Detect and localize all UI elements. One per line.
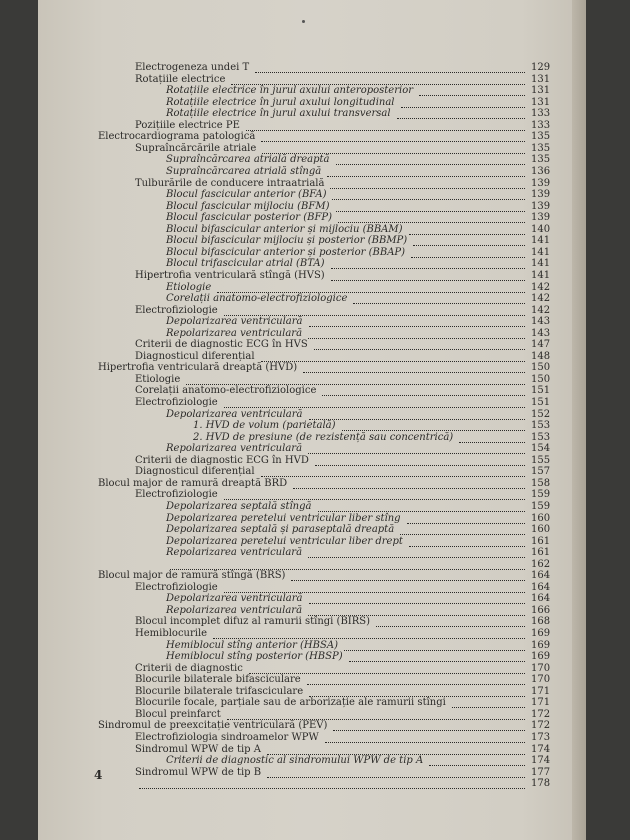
leader-dots — [293, 486, 525, 489]
toc-entry-title: Electrocardiograma patologică — [98, 131, 256, 143]
toc-entry — [38, 108, 586, 120]
toc-page-number: 135 — [531, 142, 551, 154]
toc-entry — [38, 282, 586, 294]
leader-dots — [318, 509, 526, 512]
toc-entry-title: Sindromul WPW de tip B — [135, 766, 262, 778]
toc-entry — [38, 582, 586, 594]
toc-entry-title: Blocul fascicular anterior (BFA) — [166, 189, 327, 201]
toc-entry-title: Tulburările de conducere intraatrială — [135, 177, 325, 189]
toc-entry-title: Depolarizarea ventriculară — [166, 316, 303, 328]
toc-entry-title: Sindromul WPW de tip A — [135, 743, 261, 755]
toc-page-number: 170 — [531, 662, 551, 674]
toc-entry — [38, 409, 586, 421]
toc-page-number: 142 — [531, 304, 551, 316]
toc-page-number: 173 — [531, 731, 551, 743]
toc-entry — [38, 397, 586, 409]
toc-entry — [38, 536, 586, 548]
toc-entry-title: Repolarizarea ventriculară — [166, 604, 303, 616]
toc-entry — [38, 755, 586, 767]
toc-page-number: 131 — [531, 73, 551, 85]
leader-dots — [309, 324, 525, 327]
leader-dots — [314, 347, 525, 350]
toc-entry-title: Supraîncărcarea atrială stîngă — [166, 165, 322, 177]
toc-page-number: 129 — [531, 62, 551, 73]
toc-entry — [38, 605, 586, 617]
toc-page-number: 153 — [531, 420, 551, 432]
toc-entry — [38, 120, 586, 132]
toc-entry-title: Hipertrofia ventriculară dreaptă (HVD) — [98, 362, 298, 374]
toc-entry — [38, 663, 586, 675]
toc-entry-title: Depolarizarea ventriculară — [166, 408, 303, 420]
toc-entry-title: Etiologie — [166, 281, 212, 293]
toc-page-number: 135 — [531, 154, 551, 166]
toc-entry-title: Repolarizarea ventriculară — [166, 327, 303, 339]
toc-entry-title: Repolarizarea ventriculară — [166, 547, 303, 559]
toc-entry-title: Blocul incomplet difuz al ramurii stîngi (BIRS) — [135, 616, 371, 628]
toc-entry-title: Depolarizarea peretelui ventricular liber drept — [166, 535, 403, 547]
toc-entry-title: Hemiblocurile — [135, 628, 208, 639]
toc-page-number: 142 — [531, 293, 551, 304]
toc-entry-title: Blocurile bilaterale trifasciculare — [135, 685, 304, 697]
toc-page-number: 160 — [531, 512, 551, 524]
toc-page-number: 133 — [531, 108, 551, 120]
toc-page-number: 148 — [531, 350, 551, 362]
toc-page-number: 154 — [531, 443, 551, 455]
toc-entry — [38, 593, 586, 605]
toc-page-number: 161 — [531, 535, 551, 547]
toc-page-number: 141 — [531, 235, 551, 247]
toc-page-number: 158 — [531, 477, 551, 489]
toc-entry-title: Blocurile focale, parțiale sau de arborizație ale ramurii stîngi — [135, 697, 446, 709]
ink-speck — [302, 20, 305, 23]
toc-page-number: 169 — [531, 651, 551, 663]
toc-entry-title: Electrofiziologie — [135, 397, 218, 408]
toc-entry-title: Blocul preinfarct — [135, 708, 221, 720]
toc-page-number: 157 — [531, 466, 551, 478]
toc-entry-title: Pozițiile electrice PE — [135, 119, 240, 131]
toc-entry-title: Sindromul de preexcitație ventriculară (PEV) — [98, 720, 328, 732]
toc-entry — [38, 235, 586, 247]
leader-dots — [344, 648, 525, 651]
toc-page-number: 168 — [531, 616, 551, 628]
toc-page-number: 164 — [531, 593, 551, 605]
toc-entry — [38, 570, 586, 582]
leader-dots — [315, 463, 525, 466]
toc-page-number: 141 — [531, 269, 551, 281]
leader-dots — [308, 555, 525, 558]
toc-entry — [38, 420, 586, 432]
toc-page-number: 140 — [531, 223, 551, 235]
toc-entry — [38, 674, 586, 686]
leader-dots — [309, 601, 525, 604]
toc-page-number: 150 — [531, 373, 551, 385]
toc-page-number: 139 — [531, 177, 551, 189]
toc-entry — [38, 478, 586, 490]
leader-dots — [331, 278, 525, 281]
toc-entry — [38, 131, 586, 143]
toc-page-number: 131 — [531, 96, 551, 108]
toc-entry-title: Diagnosticul diferențial — [135, 350, 255, 362]
toc-page-number: 143 — [531, 327, 551, 339]
toc-page-number: 162 — [531, 558, 551, 570]
page-number: 4 — [94, 768, 103, 782]
toc-page-number: 171 — [531, 685, 551, 697]
toc-entry — [38, 74, 586, 86]
toc-entry — [38, 258, 586, 270]
toc-page-number: 141 — [531, 246, 551, 258]
toc-page-number: 133 — [531, 119, 551, 131]
leader-dots — [330, 186, 525, 189]
toc-entry-title: Electrogeneza undei T — [135, 62, 250, 73]
leader-dots — [261, 139, 525, 142]
leader-dots — [397, 116, 525, 119]
toc-page-number: 150 — [531, 362, 551, 374]
toc-entry — [38, 305, 586, 317]
toc-entry-title: Blocurile bilaterale bifasciculare — [135, 674, 301, 686]
toc-entry-title: Supraîncărcarea atrială dreaptă — [166, 154, 330, 166]
toc-entry — [38, 640, 586, 652]
toc-entry — [38, 247, 586, 259]
toc-entry — [38, 651, 586, 663]
toc-page-number: 178 — [531, 778, 551, 790]
toc-entry — [38, 732, 586, 744]
leader-dots — [409, 232, 525, 235]
toc-entry — [38, 709, 586, 721]
leader-dots — [303, 370, 525, 373]
toc-entry-title: Criterii de diagnostic ECG în HVS — [135, 339, 308, 351]
toc-page-number: 172 — [531, 708, 551, 720]
toc-entry-title: Criterii de diagnostic ECG în HVD — [135, 454, 309, 466]
toc-entry-title: Blocul bifascicular anterior și posterior (BBAP) — [166, 246, 406, 258]
toc-entry — [38, 767, 586, 779]
toc-entry-title: Electrofiziologie — [135, 581, 218, 593]
toc-entry-title: Blocul major de ramură dreaptă BRD — [98, 477, 288, 489]
leader-dots — [429, 763, 525, 766]
toc-entry-title: Blocul bifascicular anterior și mijlociu (BBAM) — [166, 223, 403, 235]
toc-entry — [38, 328, 586, 340]
toc-entry-title: Hipertrofia ventriculară stîngă (HVS) — [135, 269, 325, 281]
leader-dots — [376, 624, 525, 627]
toc-page-number: 169 — [531, 639, 551, 651]
toc-page-number: 160 — [531, 524, 551, 535]
toc-page-number: 169 — [531, 628, 551, 639]
toc-entry — [38, 154, 586, 166]
toc-entry — [38, 166, 586, 178]
toc-entry-title: Blocul fascicular posterior (BFP) — [166, 212, 333, 224]
toc-entry — [38, 686, 586, 698]
leader-dots — [227, 717, 525, 720]
toc-entry-title: Repolarizarea ventriculară — [166, 443, 303, 455]
toc-page-number: 161 — [531, 547, 551, 559]
toc-page-number: 174 — [531, 743, 551, 755]
leader-dots — [139, 786, 525, 789]
toc-page-number: 136 — [531, 165, 551, 177]
toc-page-number: 170 — [531, 674, 551, 686]
toc-entry-title: Electrofiziologie — [135, 489, 218, 501]
leader-dots — [353, 301, 525, 304]
leader-dots — [309, 694, 525, 697]
toc-entry-title: Hemiblocul stîng anterior (HBSA) — [166, 639, 338, 651]
toc-entry-title: Depolarizarea peretelui ventricular liber stîng — [166, 512, 401, 524]
toc-page-number: 153 — [531, 431, 551, 443]
leader-dots — [459, 440, 525, 443]
leader-dots — [327, 174, 525, 177]
toc-entry-title: 2. HVD de presiune (de rezistență sau concentrică) — [193, 431, 454, 443]
toc-page-number: 139 — [531, 212, 551, 224]
toc-page-number: 143 — [531, 316, 551, 328]
toc-entry — [38, 62, 586, 74]
toc-page-number: 164 — [531, 570, 551, 582]
toc-page-number: 159 — [531, 489, 551, 501]
leader-dots — [291, 578, 525, 581]
toc-page-number: 171 — [531, 697, 551, 709]
toc-page-number: 174 — [531, 755, 551, 766]
toc-entry — [38, 224, 586, 236]
toc-page-number: 131 — [531, 85, 551, 97]
toc-page-number: 164 — [531, 581, 551, 593]
leader-dots — [322, 393, 525, 396]
toc-entry — [38, 547, 586, 559]
leader-dots — [231, 82, 525, 85]
toc-page-number: 177 — [531, 766, 551, 778]
toc-page-number: 152 — [531, 408, 551, 420]
leader-dots — [419, 93, 525, 96]
toc-entry — [38, 628, 586, 640]
toc-entry — [38, 524, 586, 536]
toc-entry — [38, 513, 586, 525]
toc-entry-title: Rotațiile electrice în jurul axului longitudinal — [166, 96, 395, 108]
toc-entry — [38, 778, 586, 790]
toc-entry-title: Rotațiile electrice — [135, 73, 226, 85]
toc-entry-title: Blocul fascicular mijlociu (BFM) — [166, 200, 330, 212]
toc-entry — [38, 501, 586, 513]
toc-entry-title: Depolarizarea septală stîngă — [166, 500, 312, 512]
leader-dots — [411, 255, 525, 258]
toc-entry-title: Rotațiile electrice în jurul axului anteroposterior — [166, 85, 413, 97]
toc-entry — [38, 385, 586, 397]
toc-entry-title: Depolarizarea ventriculară — [166, 593, 303, 605]
toc-entry-title: 1. HVD de volum (parietală) — [193, 420, 336, 432]
toc-entry — [38, 316, 586, 328]
toc-entry — [38, 697, 586, 709]
leader-dots — [309, 417, 525, 420]
toc-page-number: 172 — [531, 720, 551, 732]
toc-entry — [38, 178, 586, 190]
toc-entry — [38, 559, 586, 571]
toc-page-number: 166 — [531, 604, 551, 616]
toc-page-number: 159 — [531, 500, 551, 512]
toc-entry-title: Diagnosticul diferențial — [135, 466, 255, 478]
toc-entry — [38, 443, 586, 455]
toc-entry-title: Criterii de diagnostic al sindromului WPW de tip A — [166, 755, 424, 766]
toc-entry — [38, 189, 586, 201]
toc-entry — [38, 201, 586, 213]
leader-dots — [409, 544, 525, 547]
toc-entry-title: Corelații anatomo-electrofiziologice — [135, 385, 317, 397]
toc-entry-title: Blocul bifascicular mijlociu și posterior (BBMP) — [166, 235, 408, 247]
toc-entry — [38, 455, 586, 467]
toc-entry — [38, 374, 586, 386]
toc-page-number: 147 — [531, 339, 551, 351]
toc-entry — [38, 466, 586, 478]
toc-entry — [38, 616, 586, 628]
toc-entry — [38, 270, 586, 282]
toc-entry-title: Depolarizarea septală și paraseptală dreaptă — [166, 524, 395, 535]
toc-entry-title: Electrofiziologie — [135, 304, 218, 316]
leader-dots — [325, 740, 525, 743]
toc-entry-title: Corelații anatomo-electrofiziologice — [166, 293, 348, 304]
toc-page-number: 139 — [531, 189, 551, 201]
toc-entry — [38, 744, 586, 756]
toc-entry — [38, 212, 586, 224]
toc-entry — [38, 351, 586, 363]
toc-page-number: 151 — [531, 385, 551, 397]
toc-entry — [38, 489, 586, 501]
toc-entry-title: Criterii de diagnostic — [135, 662, 243, 674]
toc-entry — [38, 97, 586, 109]
toc-entry-title: Blocul major de ramură stîngă (BRS) — [98, 570, 286, 582]
toc-entry — [38, 362, 586, 374]
toc-entry — [38, 339, 586, 351]
toc-entry — [38, 85, 586, 97]
toc-entry — [38, 293, 586, 305]
toc-entry-title: Electrofiziologia sindroamelor WPW — [135, 731, 319, 743]
toc-page-number: 155 — [531, 454, 551, 466]
toc-entry-title: Etiologie — [135, 373, 181, 385]
toc-page-number: 141 — [531, 258, 551, 270]
toc-entry — [38, 143, 586, 155]
toc-page-number: 151 — [531, 397, 551, 408]
toc-entry-title: Rotațiile electrice în jurul axului transversal — [166, 108, 391, 120]
toc-entry — [38, 432, 586, 444]
book-page — [38, 0, 586, 840]
toc-entry — [38, 720, 586, 732]
toc-page-number: 142 — [531, 281, 551, 293]
toc-entry-title: Hemiblocul stîng posterior (HBSP) — [166, 651, 343, 663]
toc-entry-title: Supraîncărcările atriale — [135, 142, 257, 154]
leader-dots — [336, 209, 526, 212]
toc-entry-title: Blocul trifascicular atrial (BTA) — [166, 258, 325, 270]
toc-page-number: 139 — [531, 200, 551, 212]
toc-page-number: 135 — [531, 131, 551, 143]
leader-dots — [249, 671, 525, 674]
